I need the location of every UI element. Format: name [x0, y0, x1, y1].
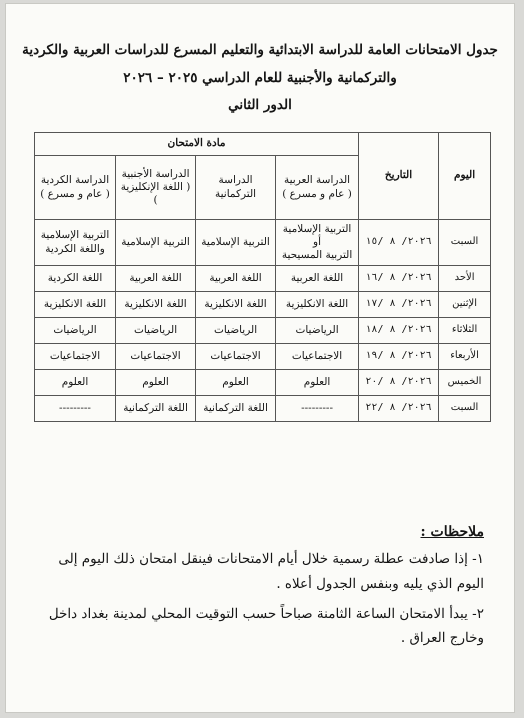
header-day: اليوم [439, 133, 491, 220]
row-cell: اللغة التركمانية [196, 396, 276, 422]
exam-schedule-table [34, 132, 491, 422]
document-title-line1: جدول الامتحانات العامة للدراسة الابتدائية والتعليم المسرع للدراسات العربية والكردية [22, 42, 498, 58]
row-day: الثلاثاء [439, 318, 491, 344]
row-cell: العلوم [196, 370, 276, 396]
row-day: السبت [439, 396, 491, 422]
document-subtitle: الدور الثاني [228, 97, 292, 113]
row-cell: اللغة الكردية [35, 266, 116, 292]
table-row [35, 318, 491, 344]
table-row [35, 292, 491, 318]
row-date: ٢٠٢٦/ ٨ /١٧ [359, 292, 439, 318]
subject-sub: ( عام و مسرع ) [40, 187, 110, 200]
cell-text: التربية المسيحية [281, 249, 353, 262]
row-date: ٢٠٢٦/ ٨ /١٥ [359, 220, 439, 266]
note-item-2: ٢- يبدأ الامتحان الساعة الثامنة صباحاً حسب التوقيت المحلي لمدينة بغداد داخل وخارج العراق . [48, 606, 484, 646]
row-cell: اللغة الانكليزية [276, 292, 359, 318]
row-cell: اللغة العربية [276, 266, 359, 292]
subject-name: الدراسة الأجنبية [121, 167, 190, 180]
row-date: ٢٠٢٦/ ٨ /٢٢ [359, 396, 439, 422]
subject-sub: ( عام و مسرع ) [282, 187, 352, 200]
row-cell: اللغة العربية [196, 266, 276, 292]
row-day: الأربعاء [439, 344, 491, 370]
header-arabic-study [276, 156, 359, 220]
row-cell: الاجتماعيات [116, 344, 196, 370]
row-cell: الاجتماعيات [196, 344, 276, 370]
header-exam-subject: مادة الامتحان [35, 133, 359, 156]
row-cell: --------- [35, 396, 116, 422]
table-row [35, 396, 491, 422]
cell-text: أو [313, 235, 322, 248]
row-cell: التربية الإسلامية [116, 220, 196, 266]
header-kurdish-study [35, 156, 116, 220]
row-cell: الرياضيات [276, 318, 359, 344]
table-row [35, 266, 491, 292]
row-cell: العلوم [276, 370, 359, 396]
row-cell: الرياضيات [116, 318, 196, 344]
row-date: ٢٠٢٦/ ٨ /٢٠ [359, 370, 439, 396]
notes-heading: ملاحظات : [420, 524, 484, 540]
subject-sub: ( اللغة الإنكليزية ) [120, 180, 191, 207]
table-row [35, 344, 491, 370]
row-cell: التربية الإسلامية [196, 220, 276, 266]
row-cell: الاجتماعيات [276, 344, 359, 370]
note-item-1: ١- إذا صادفت عطلة رسمية خلال أيام الامتحانات فينقل امتحان ذلك اليوم إلى اليوم الذي يليه وبنفس الجدول أعلاه . [58, 551, 484, 592]
table-row [35, 220, 491, 266]
row-cell: اللغة الانكليزية [35, 292, 116, 318]
row-cell [35, 220, 116, 266]
table-row [35, 370, 491, 396]
row-day: الإثنين [439, 292, 491, 318]
row-day: السبت [439, 220, 491, 266]
row-cell: العلوم [116, 370, 196, 396]
row-cell: اللغة العربية [116, 266, 196, 292]
subject-name: الدراسة الكردية [40, 174, 110, 187]
row-cell: --------- [276, 396, 359, 422]
subject-name: الدراسة التركمانية [215, 174, 257, 200]
row-date: ٢٠٢٦/ ٨ /١٦ [359, 266, 439, 292]
header-foreign-study [116, 156, 196, 220]
cell-text: واللغة الكردية [45, 242, 105, 255]
header-date: التاريخ [359, 133, 439, 220]
subject-name: الدراسة العربية [284, 174, 351, 187]
row-date: ٢٠٢٦/ ٨ /١٨ [359, 318, 439, 344]
document-page [6, 4, 514, 712]
cell-text: التربية الإسلامية [40, 229, 110, 242]
row-cell: اللغة الانكليزية [116, 292, 196, 318]
row-day: الأحد [439, 266, 491, 292]
document-title-line2: والتركمانية والأجنبية للعام الدراسي ٢٠٢٥ – ٢٠٢٦ [123, 70, 397, 86]
row-cell: الرياضيات [35, 318, 116, 344]
header-turkmen-study [196, 156, 276, 220]
row-cell: الرياضيات [196, 318, 276, 344]
row-cell: الاجتماعيات [35, 344, 116, 370]
cell-text: التربية الإسلامية [282, 222, 352, 235]
row-cell [276, 220, 359, 266]
row-cell: اللغة التركمانية [116, 396, 196, 422]
row-cell: اللغة الانكليزية [196, 292, 276, 318]
row-cell: العلوم [35, 370, 116, 396]
row-date: ٢٠٢٦/ ٨ /١٩ [359, 344, 439, 370]
row-day: الخميس [439, 370, 491, 396]
